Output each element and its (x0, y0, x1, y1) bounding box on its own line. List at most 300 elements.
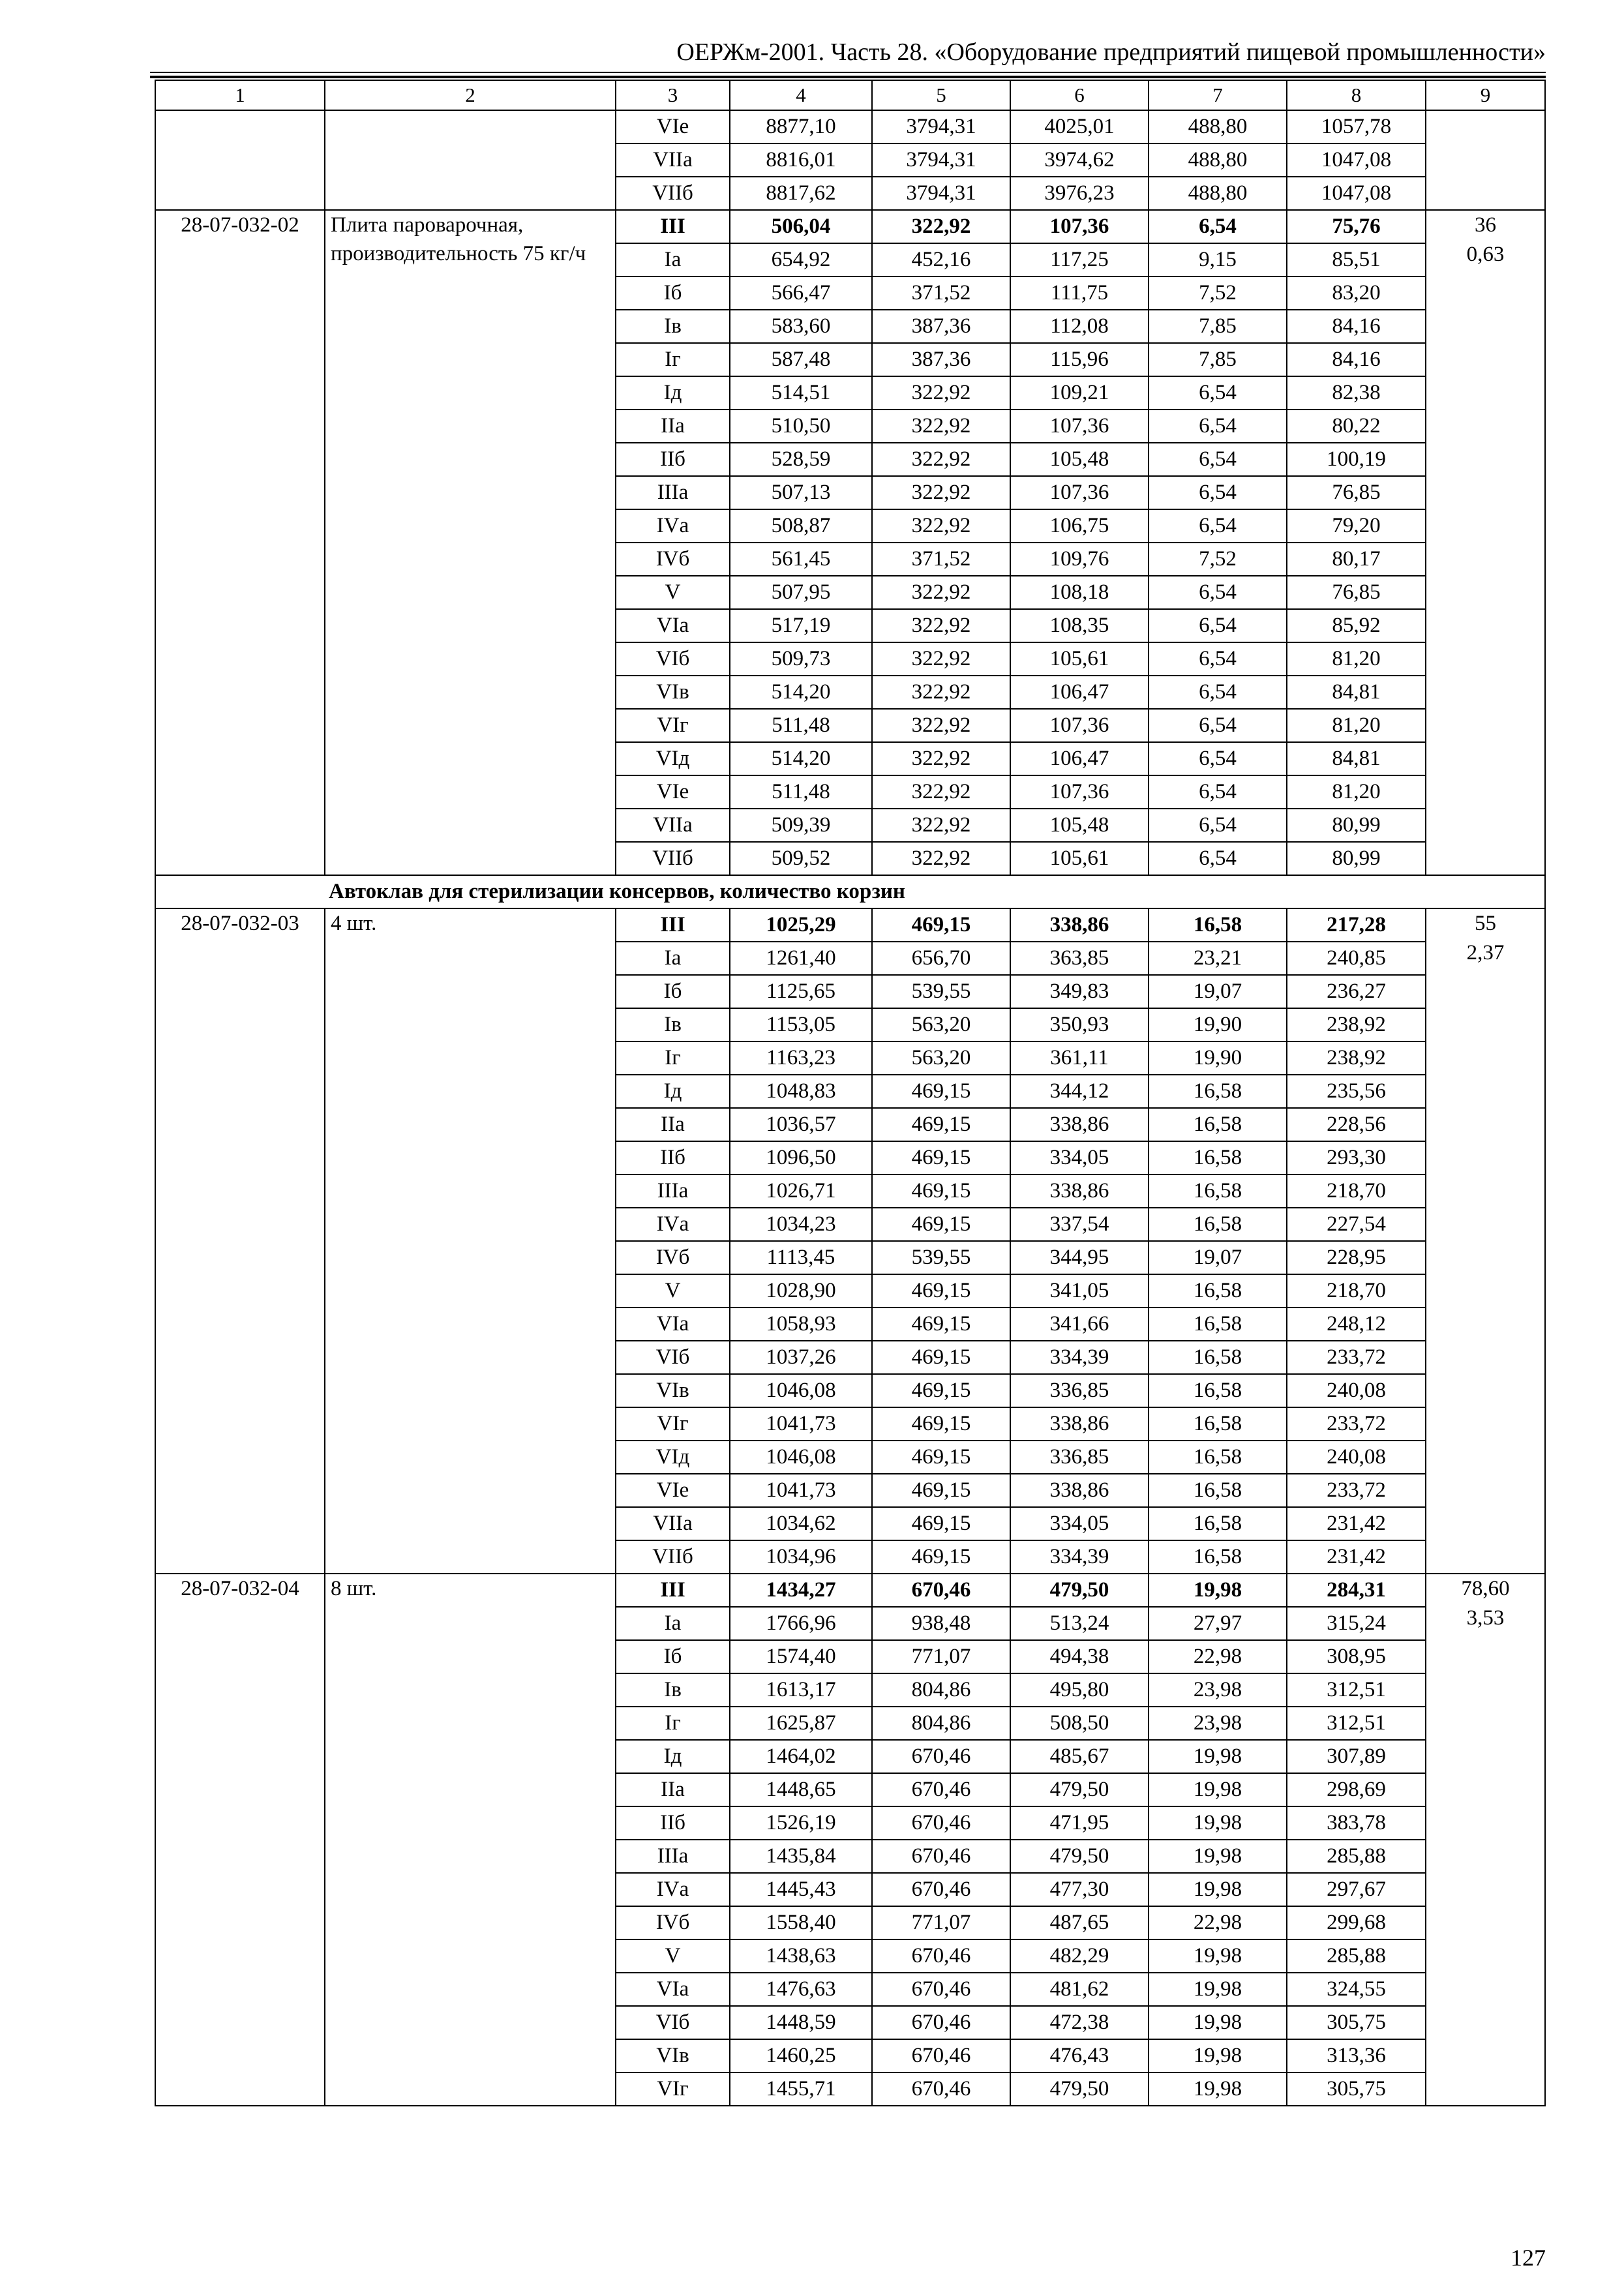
value-cell-wages: 670,46 (872, 1773, 1010, 1806)
section-blank-cell (155, 875, 325, 908)
value-cell-wages: 656,70 (872, 942, 1010, 975)
indicator-value: 0,63 (1466, 243, 1505, 266)
value-cell-machines: 472,38 (1010, 2006, 1149, 2039)
value-cell-wages: 322,92 (872, 576, 1010, 609)
value-cell-wages: 771,07 (872, 1640, 1010, 1673)
value-cell-total: 1036,57 (730, 1108, 872, 1141)
value-cell-wages: 469,15 (872, 1441, 1010, 1474)
document-header: ОЕРЖм-2001. Часть 28. «Оборудование предприятий пищевой промышленности» (676, 38, 1546, 66)
value-cell-materials: 284,31 (1287, 1574, 1426, 1607)
indicator-cell (1426, 110, 1545, 210)
value-cell-total: 1113,45 (730, 1241, 872, 1274)
value-cell-materials: 285,88 (1287, 1840, 1426, 1873)
table-row (155, 210, 1545, 243)
zone-cell: VIб (616, 1341, 730, 1374)
value-cell-machines: 106,75 (1010, 509, 1149, 543)
value-cell-wages: 469,15 (872, 1374, 1010, 1407)
value-cell-machines: 361,11 (1010, 1041, 1149, 1075)
value-cell-machinist-wages: 16,58 (1149, 1174, 1287, 1208)
value-cell-machinist-wages: 16,58 (1149, 1308, 1287, 1341)
value-cell-machinist-wages: 6,54 (1149, 476, 1287, 509)
value-cell-total: 1048,83 (730, 1075, 872, 1108)
value-cell-machines: 485,67 (1010, 1740, 1149, 1773)
zone-cell: Iа (616, 942, 730, 975)
value-cell-machines: 513,24 (1010, 1607, 1149, 1640)
value-cell-machines: 107,36 (1010, 210, 1149, 243)
column-number: 8 (1287, 80, 1426, 110)
value-cell-machinist-wages: 19,98 (1149, 1939, 1287, 1973)
zone-cell: VIа (616, 609, 730, 642)
value-cell-machinist-wages: 6,54 (1149, 642, 1287, 676)
value-cell-total: 507,95 (730, 576, 872, 609)
value-cell-wages: 469,15 (872, 1507, 1010, 1540)
value-cell-machines: 111,75 (1010, 277, 1149, 310)
value-cell-total: 587,48 (730, 343, 872, 376)
value-cell-machines: 334,05 (1010, 1507, 1149, 1540)
value-cell-total: 1034,23 (730, 1208, 872, 1241)
value-cell-machinist-wages: 16,58 (1149, 1274, 1287, 1308)
value-cell-machinist-wages: 6,54 (1149, 842, 1287, 875)
zone-cell: III (616, 908, 730, 942)
zone-cell: VIг (616, 2072, 730, 2106)
value-cell-materials: 238,92 (1287, 1041, 1426, 1075)
item-name: 4 шт. (325, 908, 616, 1574)
value-cell-machinist-wages: 488,80 (1149, 143, 1287, 177)
value-cell-machines: 107,36 (1010, 476, 1149, 509)
value-cell-machinist-wages: 488,80 (1149, 177, 1287, 210)
value-cell-machines: 338,86 (1010, 1174, 1149, 1208)
value-cell-materials: 233,72 (1287, 1474, 1426, 1507)
value-cell-machines: 336,85 (1010, 1374, 1149, 1407)
value-cell-machinist-wages: 19,98 (1149, 2039, 1287, 2072)
value-cell-materials: 233,72 (1287, 1407, 1426, 1441)
item-name: Плита пароварочная, производительность 75 кг/ч (325, 210, 616, 875)
value-cell-wages: 469,15 (872, 1141, 1010, 1174)
value-cell-total: 528,59 (730, 443, 872, 476)
zone-cell: Iг (616, 1041, 730, 1075)
column-number: 3 (616, 80, 730, 110)
value-cell-wages: 322,92 (872, 476, 1010, 509)
value-cell-machines: 477,30 (1010, 1873, 1149, 1906)
value-cell-materials: 308,95 (1287, 1640, 1426, 1673)
value-cell-machinist-wages: 19,98 (1149, 2072, 1287, 2106)
value-cell-materials: 81,20 (1287, 709, 1426, 742)
value-cell-materials: 231,42 (1287, 1507, 1426, 1540)
indicator-value: 78,60 (1461, 1577, 1510, 1600)
value-cell-machines: 479,50 (1010, 1840, 1149, 1873)
value-cell-wages: 469,15 (872, 908, 1010, 942)
value-cell-materials: 81,20 (1287, 775, 1426, 809)
value-cell-materials: 324,55 (1287, 1973, 1426, 2006)
column-number: 4 (730, 80, 872, 110)
zone-cell: VIг (616, 1407, 730, 1441)
value-cell-materials: 305,75 (1287, 2006, 1426, 2039)
zone-cell: VIб (616, 642, 730, 676)
value-cell-total: 1041,73 (730, 1474, 872, 1507)
value-cell-machinist-wages: 16,58 (1149, 1075, 1287, 1108)
value-cell-wages: 670,46 (872, 1740, 1010, 1773)
value-cell-materials: 84,81 (1287, 742, 1426, 775)
column-number: 7 (1149, 80, 1287, 110)
value-cell-machinist-wages: 16,58 (1149, 1540, 1287, 1574)
zone-cell: IIа (616, 1773, 730, 1806)
value-cell-total: 507,13 (730, 476, 872, 509)
value-cell-wages: 322,92 (872, 410, 1010, 443)
value-cell-machines: 117,25 (1010, 243, 1149, 277)
value-cell-wages: 804,86 (872, 1673, 1010, 1707)
value-cell-wages: 563,20 (872, 1041, 1010, 1075)
value-cell-materials: 218,70 (1287, 1174, 1426, 1208)
value-cell-total: 1445,43 (730, 1873, 872, 1906)
value-cell-materials: 236,27 (1287, 975, 1426, 1008)
value-cell-machines: 479,50 (1010, 1574, 1149, 1607)
value-cell-machines: 334,39 (1010, 1540, 1149, 1574)
value-cell-materials: 285,88 (1287, 1939, 1426, 1973)
zone-cell: IVа (616, 509, 730, 543)
value-cell-machinist-wages: 19,98 (1149, 1873, 1287, 1906)
value-cell-materials: 307,89 (1287, 1740, 1426, 1773)
value-cell-total: 1025,29 (730, 908, 872, 942)
value-cell-machines: 107,36 (1010, 709, 1149, 742)
value-cell-total: 1455,71 (730, 2072, 872, 2106)
value-cell-wages: 670,46 (872, 1806, 1010, 1840)
zone-cell: VIе (616, 110, 730, 143)
value-cell-machines: 363,85 (1010, 942, 1149, 975)
zone-cell: IIIа (616, 1840, 730, 1873)
value-cell-machinist-wages: 19,07 (1149, 975, 1287, 1008)
indicator-cell (1426, 210, 1545, 875)
value-cell-machinist-wages: 16,58 (1149, 1141, 1287, 1174)
zone-cell: IVа (616, 1873, 730, 1906)
value-cell-materials: 80,99 (1287, 842, 1426, 875)
value-cell-machines: 115,96 (1010, 343, 1149, 376)
value-cell-machinist-wages: 7,52 (1149, 277, 1287, 310)
value-cell-machinist-wages: 16,58 (1149, 1108, 1287, 1141)
column-number: 6 (1010, 80, 1149, 110)
value-cell-total: 1434,27 (730, 1574, 872, 1607)
value-cell-total: 1096,50 (730, 1141, 872, 1174)
value-cell-machines: 479,50 (1010, 2072, 1149, 2106)
value-cell-materials: 238,92 (1287, 1008, 1426, 1041)
value-cell-machinist-wages: 7,52 (1149, 543, 1287, 576)
zone-cell: VIIб (616, 1540, 730, 1574)
value-cell-total: 514,20 (730, 742, 872, 775)
value-cell-total: 1034,62 (730, 1507, 872, 1540)
value-cell-wages: 670,46 (872, 1939, 1010, 1973)
zone-cell: IIIа (616, 476, 730, 509)
value-cell-total: 509,52 (730, 842, 872, 875)
value-cell-total: 1034,96 (730, 1540, 872, 1574)
value-cell-wages: 469,15 (872, 1075, 1010, 1108)
zone-cell: IIб (616, 1141, 730, 1174)
value-cell-materials: 235,56 (1287, 1075, 1426, 1108)
zone-cell: IIб (616, 1806, 730, 1840)
value-cell-materials: 240,85 (1287, 942, 1426, 975)
value-cell-wages: 804,86 (872, 1707, 1010, 1740)
value-cell-machinist-wages: 16,58 (1149, 908, 1287, 942)
value-cell-machines: 107,36 (1010, 775, 1149, 809)
value-cell-machines: 105,48 (1010, 443, 1149, 476)
value-cell-total: 1058,93 (730, 1308, 872, 1341)
value-cell-wages: 371,52 (872, 543, 1010, 576)
value-cell-machinist-wages: 23,21 (1149, 942, 1287, 975)
zone-cell: Iб (616, 1640, 730, 1673)
value-cell-materials: 1057,78 (1287, 110, 1426, 143)
value-cell-wages: 469,15 (872, 1174, 1010, 1208)
zone-cell: VIв (616, 676, 730, 709)
value-cell-machinist-wages: 6,54 (1149, 376, 1287, 410)
value-cell-materials: 299,68 (1287, 1906, 1426, 1939)
value-cell-machinist-wages: 16,58 (1149, 1374, 1287, 1407)
value-cell-machines: 334,39 (1010, 1341, 1149, 1374)
column-number: 1 (155, 80, 325, 110)
value-cell-wages: 322,92 (872, 509, 1010, 543)
value-cell-total: 1613,17 (730, 1673, 872, 1707)
value-cell-wages: 771,07 (872, 1906, 1010, 1939)
zone-cell: VIIб (616, 177, 730, 210)
value-cell-materials: 81,20 (1287, 642, 1426, 676)
value-cell-machinist-wages: 16,58 (1149, 1441, 1287, 1474)
value-cell-machinist-wages: 19,98 (1149, 1773, 1287, 1806)
value-cell-wages: 322,92 (872, 376, 1010, 410)
value-cell-machinist-wages: 6,54 (1149, 742, 1287, 775)
value-cell-wages: 670,46 (872, 1840, 1010, 1873)
value-cell-materials: 76,85 (1287, 576, 1426, 609)
value-cell-wages: 469,15 (872, 1208, 1010, 1241)
value-cell-wages: 938,48 (872, 1607, 1010, 1640)
value-cell-total: 1046,08 (730, 1374, 872, 1407)
value-cell-machinist-wages: 23,98 (1149, 1707, 1287, 1740)
item-code (155, 110, 325, 210)
value-cell-machines: 349,83 (1010, 975, 1149, 1008)
value-cell-total: 1625,87 (730, 1707, 872, 1740)
value-cell-materials: 228,95 (1287, 1241, 1426, 1274)
value-cell-wages: 469,15 (872, 1341, 1010, 1374)
value-cell-materials: 293,30 (1287, 1141, 1426, 1174)
value-cell-machines: 109,76 (1010, 543, 1149, 576)
value-cell-wages: 670,46 (872, 1574, 1010, 1607)
value-cell-materials: 305,75 (1287, 2072, 1426, 2106)
value-cell-machines: 106,47 (1010, 742, 1149, 775)
zone-cell: VIг (616, 709, 730, 742)
value-cell-machinist-wages: 6,54 (1149, 609, 1287, 642)
value-cell-total: 1037,26 (730, 1341, 872, 1374)
zone-cell: VIв (616, 2039, 730, 2072)
value-cell-total: 1526,19 (730, 1806, 872, 1840)
value-cell-machines: 481,62 (1010, 1973, 1149, 2006)
section-row (155, 875, 1545, 908)
value-cell-total: 517,19 (730, 609, 872, 642)
value-cell-total: 583,60 (730, 310, 872, 343)
value-cell-total: 1153,05 (730, 1008, 872, 1041)
value-cell-machines: 109,21 (1010, 376, 1149, 410)
value-cell-machines: 508,50 (1010, 1707, 1149, 1740)
value-cell-total: 508,87 (730, 509, 872, 543)
zone-cell: Iв (616, 1673, 730, 1707)
value-cell-machinist-wages: 16,58 (1149, 1407, 1287, 1441)
value-cell-materials: 80,22 (1287, 410, 1426, 443)
value-cell-machinist-wages: 23,98 (1149, 1673, 1287, 1707)
value-cell-machines: 338,86 (1010, 1108, 1149, 1141)
value-cell-machines: 105,61 (1010, 842, 1149, 875)
zone-cell: VIб (616, 2006, 730, 2039)
value-cell-materials: 227,54 (1287, 1208, 1426, 1241)
value-cell-wages: 322,92 (872, 742, 1010, 775)
value-cell-materials: 85,92 (1287, 609, 1426, 642)
value-cell-wages: 469,15 (872, 1540, 1010, 1574)
value-cell-materials: 248,12 (1287, 1308, 1426, 1341)
value-cell-machines: 336,85 (1010, 1441, 1149, 1474)
value-cell-wages: 3794,31 (872, 177, 1010, 210)
value-cell-machines: 341,66 (1010, 1308, 1149, 1341)
page-number: 127 (1511, 2245, 1546, 2271)
value-cell-total: 511,48 (730, 709, 872, 742)
value-cell-machines: 112,08 (1010, 310, 1149, 343)
indicator-value: 2,37 (1466, 941, 1505, 965)
value-cell-materials: 312,51 (1287, 1707, 1426, 1740)
value-cell-machines: 344,12 (1010, 1075, 1149, 1108)
zone-cell: VIа (616, 1308, 730, 1341)
value-cell-materials: 75,76 (1287, 210, 1426, 243)
value-cell-total: 506,04 (730, 210, 872, 243)
value-cell-total: 1046,08 (730, 1441, 872, 1474)
header-rule-thin (150, 72, 1546, 73)
value-cell-machinist-wages: 6,54 (1149, 210, 1287, 243)
value-cell-materials: 82,38 (1287, 376, 1426, 410)
value-cell-machines: 479,50 (1010, 1773, 1149, 1806)
value-cell-total: 1448,59 (730, 2006, 872, 2039)
zone-cell: VIIа (616, 809, 730, 842)
value-cell-total: 1041,73 (730, 1407, 872, 1441)
column-number: 5 (872, 80, 1010, 110)
value-cell-total: 1464,02 (730, 1740, 872, 1773)
value-cell-wages: 322,92 (872, 210, 1010, 243)
value-cell-total: 561,45 (730, 543, 872, 576)
zone-cell: IVа (616, 1208, 730, 1241)
item-code: 28-07-032-03 (155, 908, 325, 1574)
value-cell-total: 1261,40 (730, 942, 872, 975)
item-name: 8 шт. (325, 1574, 616, 2106)
zone-cell: V (616, 1274, 730, 1308)
value-cell-wages: 322,92 (872, 443, 1010, 476)
value-cell-machines: 105,61 (1010, 642, 1149, 676)
value-cell-total: 1163,23 (730, 1041, 872, 1075)
value-cell-wages: 539,55 (872, 1241, 1010, 1274)
value-cell-machines: 482,29 (1010, 1939, 1149, 1973)
zone-cell: IIа (616, 1108, 730, 1141)
value-cell-machines: 3976,23 (1010, 177, 1149, 210)
value-cell-machines: 337,54 (1010, 1208, 1149, 1241)
value-cell-machinist-wages: 9,15 (1149, 243, 1287, 277)
item-code: 28-07-032-02 (155, 210, 325, 875)
value-cell-total: 1026,71 (730, 1174, 872, 1208)
value-cell-total: 1476,63 (730, 1973, 872, 2006)
value-cell-wages: 670,46 (872, 2006, 1010, 2039)
section-title: Автоклав для стерилизации консервов, количество корзин (325, 875, 1545, 908)
zone-cell: III (616, 210, 730, 243)
value-cell-wages: 387,36 (872, 310, 1010, 343)
value-cell-wages: 469,15 (872, 1108, 1010, 1141)
value-cell-total: 1435,84 (730, 1840, 872, 1873)
value-cell-machines: 108,18 (1010, 576, 1149, 609)
value-cell-materials: 233,72 (1287, 1341, 1426, 1374)
column-number: 2 (325, 80, 616, 110)
value-cell-machinist-wages: 19,07 (1149, 1241, 1287, 1274)
value-cell-machinist-wages: 19,90 (1149, 1041, 1287, 1075)
value-cell-wages: 469,15 (872, 1407, 1010, 1441)
zone-cell: Iа (616, 1607, 730, 1640)
value-cell-materials: 228,56 (1287, 1108, 1426, 1141)
value-cell-machinist-wages: 6,54 (1149, 509, 1287, 543)
value-cell-machines: 471,95 (1010, 1806, 1149, 1840)
zone-cell: IVб (616, 543, 730, 576)
zone-cell: Iв (616, 310, 730, 343)
value-cell-materials: 315,24 (1287, 1607, 1426, 1640)
value-cell-wages: 3794,31 (872, 110, 1010, 143)
value-cell-machinist-wages: 6,54 (1149, 576, 1287, 609)
value-cell-machinist-wages: 7,85 (1149, 310, 1287, 343)
value-cell-machinist-wages: 19,98 (1149, 1806, 1287, 1840)
value-cell-total: 654,92 (730, 243, 872, 277)
value-cell-wages: 539,55 (872, 975, 1010, 1008)
value-cell-total: 8816,01 (730, 143, 872, 177)
value-cell-machinist-wages: 6,54 (1149, 443, 1287, 476)
value-cell-machines: 338,86 (1010, 1407, 1149, 1441)
value-cell-machines: 108,35 (1010, 609, 1149, 642)
value-cell-materials: 80,17 (1287, 543, 1426, 576)
value-cell-materials: 80,99 (1287, 809, 1426, 842)
indicator-value: 36 (1475, 213, 1496, 237)
header-rule-thick (150, 76, 1546, 78)
value-cell-wages: 670,46 (872, 2039, 1010, 2072)
value-cell-materials: 84,16 (1287, 310, 1426, 343)
value-cell-total: 514,51 (730, 376, 872, 410)
value-cell-machinist-wages: 16,58 (1149, 1474, 1287, 1507)
value-cell-machinist-wages: 19,90 (1149, 1008, 1287, 1041)
value-cell-total: 509,73 (730, 642, 872, 676)
value-cell-total: 1125,65 (730, 975, 872, 1008)
value-cell-wages: 3794,31 (872, 143, 1010, 177)
zone-cell: Iд (616, 376, 730, 410)
value-cell-machines: 107,36 (1010, 410, 1149, 443)
zone-cell: VIIа (616, 143, 730, 177)
value-cell-materials: 231,42 (1287, 1540, 1426, 1574)
zone-cell: Iв (616, 1008, 730, 1041)
value-cell-total: 1438,63 (730, 1939, 872, 1973)
value-cell-machinist-wages: 6,54 (1149, 410, 1287, 443)
zone-cell: Iд (616, 1075, 730, 1108)
value-cell-wages: 322,92 (872, 775, 1010, 809)
value-cell-machinist-wages: 16,58 (1149, 1341, 1287, 1374)
value-cell-wages: 322,92 (872, 676, 1010, 709)
table-row (155, 1574, 1545, 1607)
indicator-value: 3,53 (1466, 1606, 1505, 1630)
value-cell-materials: 240,08 (1287, 1441, 1426, 1474)
value-cell-wages: 670,46 (872, 1973, 1010, 2006)
value-cell-wages: 371,52 (872, 277, 1010, 310)
value-cell-machinist-wages: 19,98 (1149, 1840, 1287, 1873)
indicator-cell (1426, 908, 1545, 1574)
value-cell-materials: 76,85 (1287, 476, 1426, 509)
value-cell-wages: 322,92 (872, 842, 1010, 875)
zone-cell: VIд (616, 1441, 730, 1474)
value-cell-machines: 334,05 (1010, 1141, 1149, 1174)
zone-cell: Iб (616, 277, 730, 310)
value-cell-materials: 84,16 (1287, 343, 1426, 376)
value-cell-total: 511,48 (730, 775, 872, 809)
value-cell-materials: 1047,08 (1287, 177, 1426, 210)
value-cell-total: 509,39 (730, 809, 872, 842)
